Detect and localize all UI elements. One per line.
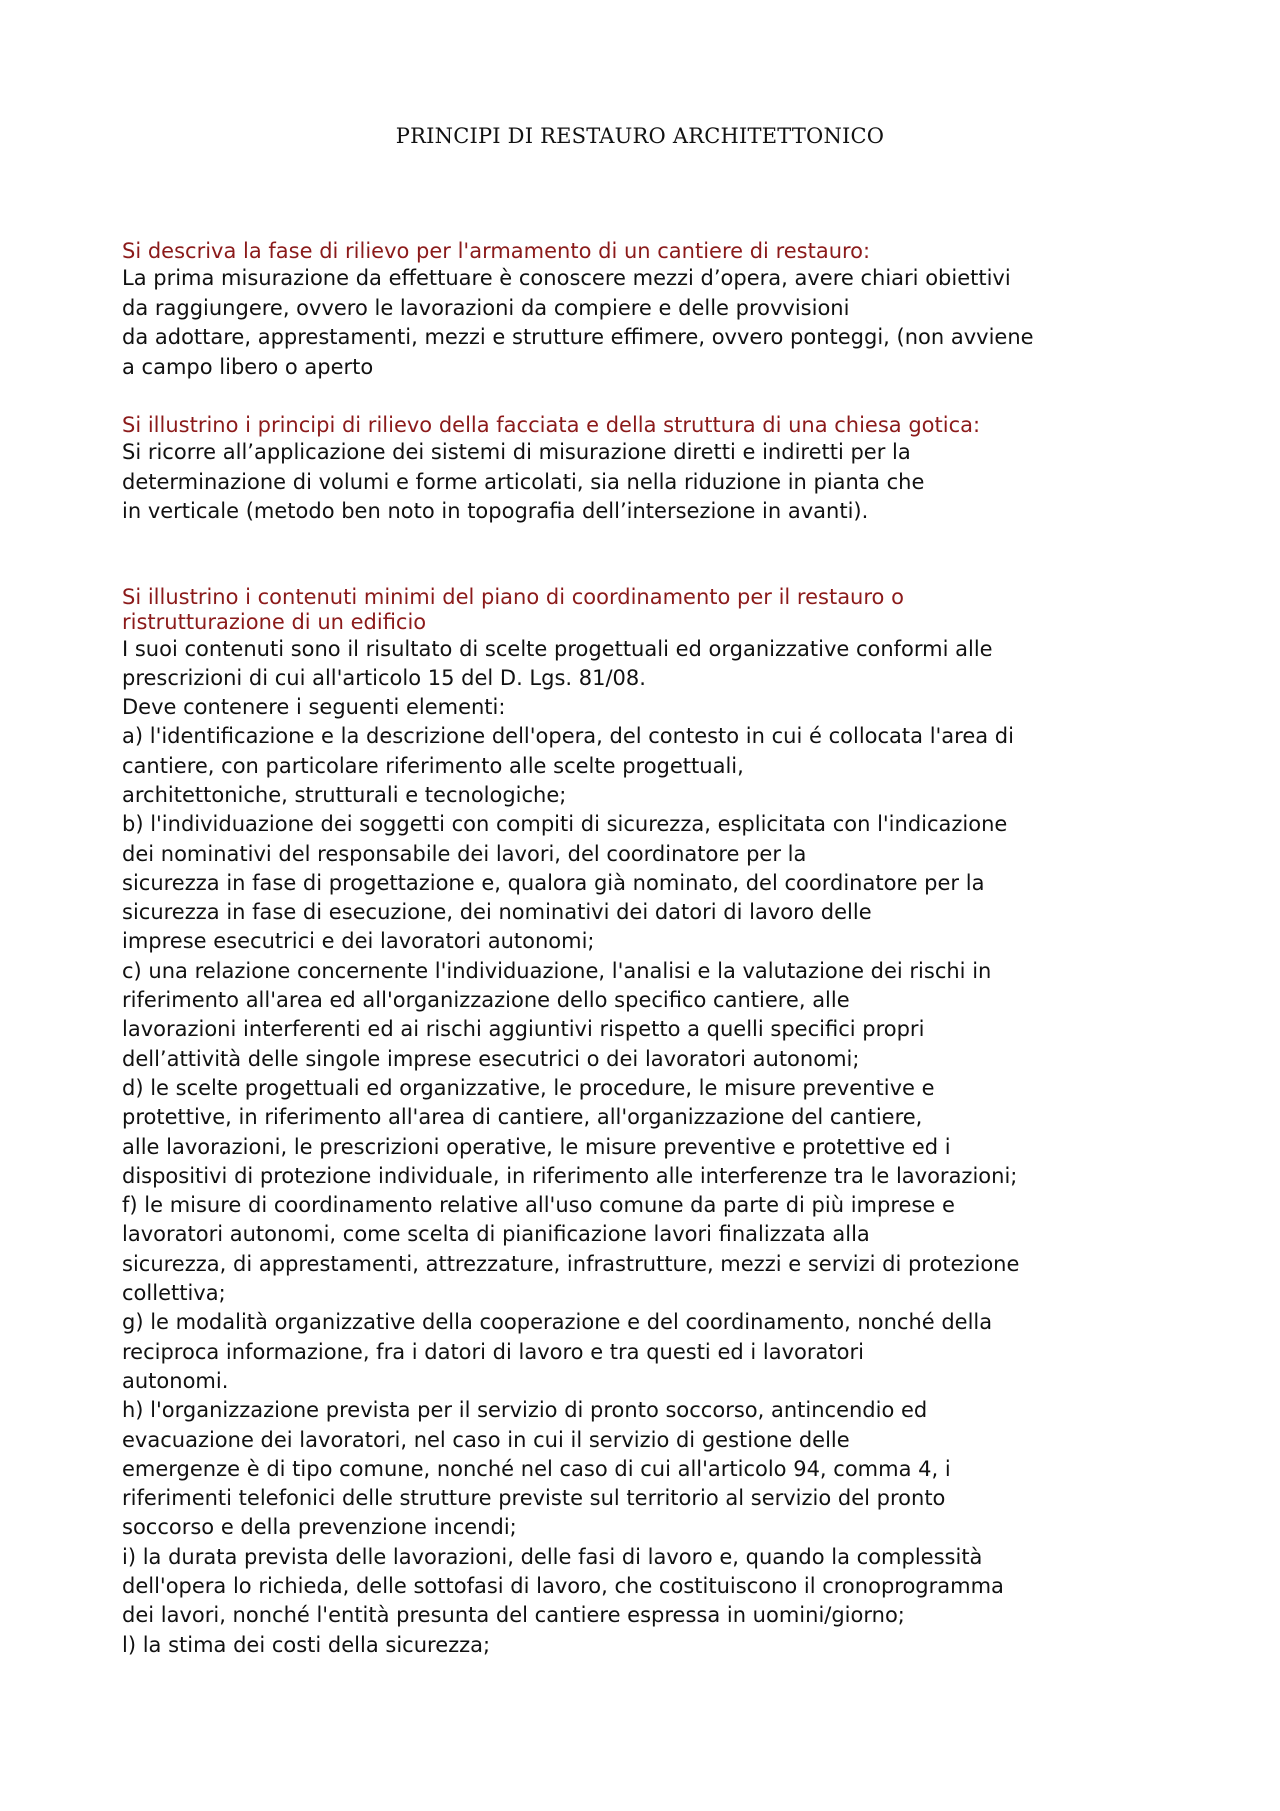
answer-line: dei lavori, nonché l'entità presunta del cantiere espressa in uomini/giorno; [122, 1603, 905, 1628]
answer-line: sicurezza, di apprestamenti, attrezzature, infrastrutture, mezzi e servizi di protezione [122, 1251, 1020, 1276]
answer-line: in verticale (metodo ben noto in topografia dell’intersezione in avanti). [122, 499, 869, 523]
answer-line: evacuazione dei lavoratori, nel caso in cui il servizio di gestione delle [122, 1427, 850, 1452]
answer-line: Si ricorre all’applicazione dei sistemi di misurazione diretti e indiretti per la [122, 440, 911, 464]
section-answer [122, 438, 1162, 527]
answer-line: riferimenti telefonici delle strutture previste sul territorio al servizio del pronto [122, 1486, 946, 1511]
answer-line: La prima misurazione da effettuare è conoscere mezzi d’opera, avere chiari obiettivi [122, 266, 1011, 290]
section-question [122, 585, 1162, 635]
section-question [122, 413, 1162, 438]
answer-line: dell'opera lo richieda, delle sottofasi di lavoro, che costituiscono il cronoprogramma [122, 1574, 1004, 1598]
answer-line: protettive, in riferimento all'area di cantiere, all'organizzazione del cantiere, [122, 1105, 923, 1130]
question-line: ristrutturazione di un edificio [122, 609, 427, 634]
question-line: Si illustrino i principi di rilievo della facciata e della struttura di una chiesa gotica: [122, 413, 981, 437]
answer-line: cantiere, con particolare riferimento alle scelte progettuali, [122, 753, 744, 778]
section-chiesa-gotica [122, 413, 1162, 527]
answer-line: alle lavorazioni, le prescrizioni operative, le misure preventive e protettive ed i [122, 1134, 951, 1159]
answer-line: determinazione di volumi e forme articolati, sia nella riduzione in pianta che [122, 469, 925, 494]
answer-line: sicurezza in fase di esecuzione, dei nominativi dei datori di lavoro delle [122, 900, 872, 925]
answer-line: l) la stima dei costi della sicurezza; [122, 1632, 491, 1657]
answer-line: a campo libero o aperto [122, 354, 374, 379]
answer-line: emergenze è di tipo comune, nonché nel caso di cui all'articolo 94, comma 4, i [122, 1456, 951, 1481]
answer-line: sicurezza in fase di progettazione e, qualora già nominato, del coordinatore per la [122, 870, 985, 895]
answer-line: i) la durata prevista delle lavorazioni, delle fasi di lavoro e, quando la complessità [122, 1544, 983, 1569]
answer-line: da raggiungere, ovvero le lavorazioni da compiere e delle provvisioni [122, 295, 850, 320]
question-line: Si descriva la fase di rilievo per l'armamento di un cantiere di restauro: [122, 239, 871, 263]
document-body [122, 239, 1162, 1660]
answer-line: Deve contenere i seguenti elementi: [122, 695, 506, 720]
question-line: Si illustrino i contenuti minimi del piano di coordinamento per il restauro o [122, 584, 904, 609]
document-title: PRINCIPI DI RESTAURO ARCHITETTONICO [395, 124, 885, 148]
answer-line: h) l'organizzazione prevista per il servizio di pronto soccorso, antincendio ed [122, 1398, 928, 1423]
answer-line: lavoratori autonomi, come scelta di pianificazione lavori finalizzata alla [122, 1222, 870, 1247]
answer-line: a) l'identificazione e la descrizione dell'opera, del contesto in cui é collocata l'area di [122, 724, 1014, 749]
answer-line: architettoniche, strutturali e tecnologiche; [122, 782, 567, 807]
answer-line: g) le modalità organizzative della cooperazione e del coordinamento, nonché della [122, 1310, 993, 1335]
answer-line: imprese esecutrici e dei lavoratori autonomi; [122, 929, 595, 954]
answer-line: b) l'individuazione dei soggetti con compiti di sicurezza, esplicitata con l'indicazione [122, 812, 1008, 837]
answer-line: dei nominativi del responsabile dei lavori, del coordinatore per la [122, 841, 807, 866]
answer-line: dell’attività delle singole imprese esecutrici o dei lavoratori autonomi; [122, 1046, 860, 1071]
section-answer [122, 635, 1162, 1660]
section-answer [122, 264, 1162, 382]
answer-line: da adottare, apprestamenti, mezzi e strutture effimere, ovvero ponteggi, (non avviene [122, 325, 1034, 349]
answer-line: c) una relazione concernente l'individuazione, l'analisi e la valutazione dei rischi in [122, 958, 992, 983]
answer-line: autonomi. [122, 1368, 229, 1393]
answer-line: d) le scelte progettuali ed organizzative, le procedure, le misure preventive e [122, 1075, 935, 1100]
section-armamento-cantiere [122, 239, 1162, 382]
answer-line: dispositivi di protezione individuale, in riferimento alle interferenze tra le lavorazioni; [122, 1163, 1018, 1188]
answer-line: f) le misure di coordinamento relative all'uso comune da parte di più imprese e [122, 1193, 955, 1218]
answer-line: soccorso e della prevenzione incendi; [122, 1515, 517, 1540]
answer-line: prescrizioni di cui all'articolo 15 del D. Lgs. 81/08. [122, 665, 646, 690]
answer-line: reciproca informazione, fra i datori di lavoro e tra questi ed i lavoratori [122, 1339, 864, 1364]
answer-line: riferimento all'area ed all'organizzazione dello specifico cantiere, alle [122, 988, 850, 1013]
answer-line: collettiva; [122, 1281, 226, 1306]
answer-line: lavorazioni interferenti ed ai rischi aggiuntivi rispetto a quelli specifici propri [122, 1017, 925, 1042]
answer-line: I suoi contenuti sono il risultato di scelte progettuali ed organizzative conformi alle [122, 636, 993, 661]
section-piano-coordinamento [122, 585, 1162, 1660]
section-question [122, 239, 1162, 264]
